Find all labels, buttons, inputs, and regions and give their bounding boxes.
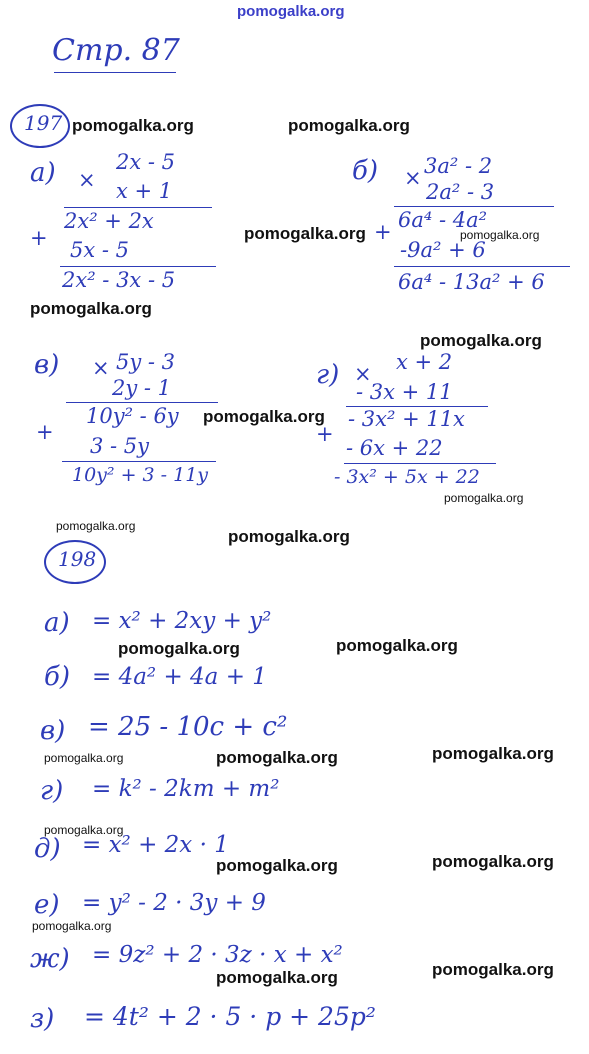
task-197v-multiplier: 2y - 1	[112, 376, 172, 400]
task-198zh-expression: = 9z² + 2 · 3z · x + x²	[92, 942, 343, 968]
task-197v-partial-2: 3 - 5y	[90, 434, 150, 458]
task-197b-multiplicand: 3a² - 2	[424, 154, 493, 178]
page-reference: Стр. 87	[52, 33, 180, 68]
task-197b-plus-sign: +	[374, 220, 392, 244]
task-197v-line-2	[62, 461, 216, 462]
task-197g-plus-sign: +	[316, 422, 334, 446]
task-198z-expression: = 4t² + 2 · 5 · p + 25p²	[84, 1002, 376, 1031]
task-197b-line-1	[394, 206, 554, 207]
watermark: pomogalka.org	[44, 823, 124, 837]
task-198g-expression: = k² - 2km + m²	[92, 776, 280, 802]
watermark: pomogalka.org	[336, 636, 458, 655]
task-197g-label: г)	[316, 360, 340, 390]
watermark: pomogalka.org	[432, 960, 554, 979]
watermark: pomogalka.org	[432, 852, 554, 871]
task-197v-times-sign: ×	[92, 356, 110, 380]
watermark: pomogalka.org	[288, 116, 410, 135]
watermark: pomogalka.org	[32, 919, 112, 933]
task-198-number: 198	[58, 547, 97, 571]
watermark: pomogalka.org	[72, 116, 194, 135]
task-198a-expression: = x² + 2xy + y²	[92, 608, 272, 634]
task-197v-multiplicand: 5y - 3	[116, 350, 176, 374]
task-197a-partial-1: 2x² + 2x	[64, 209, 154, 233]
watermark: pomogalka.org	[228, 527, 350, 546]
task-198b-expression: = 4a² + 4a + 1	[92, 664, 267, 690]
watermark: pomogalka.org	[216, 856, 338, 875]
task-198d-label: д)	[34, 834, 61, 864]
task-197g-multiplier: - 3x + 11	[356, 380, 453, 404]
task-198e-expression: = y² - 2 · 3y + 9	[82, 890, 266, 916]
task-197a-multiplier: x + 1	[116, 179, 173, 203]
task-197a-label: а)	[30, 158, 56, 188]
watermark: pomogalka.org	[203, 407, 325, 426]
task-197a-plus-sign: +	[30, 226, 48, 250]
task-197a-times-sign: ×	[78, 168, 96, 192]
task-197a-multiplicand: 2x - 5	[116, 150, 176, 174]
watermark: pomogalka.org	[216, 968, 338, 987]
watermark: pomogalka.org	[118, 639, 240, 658]
task-197a-line-1	[64, 207, 212, 208]
task-198zh-label: ж)	[30, 944, 70, 974]
task-197-number: 197	[24, 111, 63, 135]
watermark: pomogalka.org	[460, 228, 540, 242]
task-197v-plus-sign: +	[36, 420, 54, 444]
task-197v-line-1	[66, 402, 218, 403]
task-197b-result: 6a⁴ - 13a² + 6	[398, 270, 545, 294]
watermark: pomogalka.org	[444, 491, 524, 505]
task-197b-multiplier: 2a² - 3	[426, 180, 495, 204]
watermark: pomogalka.org	[44, 751, 124, 765]
task-198e-label: е)	[34, 890, 60, 920]
task-197b-label: б)	[352, 156, 379, 186]
task-197g-result: - 3x² + 5x + 22	[334, 466, 480, 488]
watermark: pomogalka.org	[56, 519, 136, 533]
task-197b-partial-2: -9a² + 6	[400, 238, 486, 262]
task-197g-times-sign: ×	[354, 362, 372, 386]
task-198b-label: б)	[44, 662, 71, 692]
watermark-top: pomogalka.org	[237, 3, 345, 20]
task-197g-multiplicand: x + 2	[396, 350, 453, 374]
task-198g-label: г)	[40, 776, 64, 806]
task-197v-result: 10y² + 3 - 11y	[72, 464, 209, 486]
task-197b-line-2	[394, 266, 570, 267]
task-198a-label: а)	[44, 608, 70, 638]
task-197b-times-sign: ×	[404, 166, 422, 190]
task-198v-label: в)	[40, 716, 66, 746]
task-197g-partial-2: - 6x + 22	[346, 436, 443, 460]
task-197a-line-2	[60, 266, 216, 267]
task-197a-partial-2: 5x - 5	[70, 238, 130, 262]
task-198v-expression: = 25 - 10c + c²	[88, 712, 288, 742]
task-197g-line-2	[344, 463, 496, 464]
task-198d-expression: = x² + 2x · 1	[82, 832, 229, 858]
watermark: pomogalka.org	[30, 299, 152, 318]
task-197b-partial-1: 6a⁴ - 4a²	[398, 208, 488, 232]
task-197g-partial-1: - 3x² + 11x	[348, 407, 465, 431]
task-198z-label: з)	[30, 1004, 55, 1034]
task-197v-label: в)	[34, 350, 60, 380]
task-197a-result: 2x² - 3x - 5	[62, 268, 176, 292]
watermark: pomogalka.org	[432, 744, 554, 763]
watermark: pomogalka.org	[420, 331, 542, 350]
page-reference-underline	[54, 72, 176, 73]
task-197v-partial-1: 10y² - 6y	[86, 404, 179, 428]
watermark: pomogalka.org	[244, 224, 366, 243]
watermark: pomogalka.org	[216, 748, 338, 767]
